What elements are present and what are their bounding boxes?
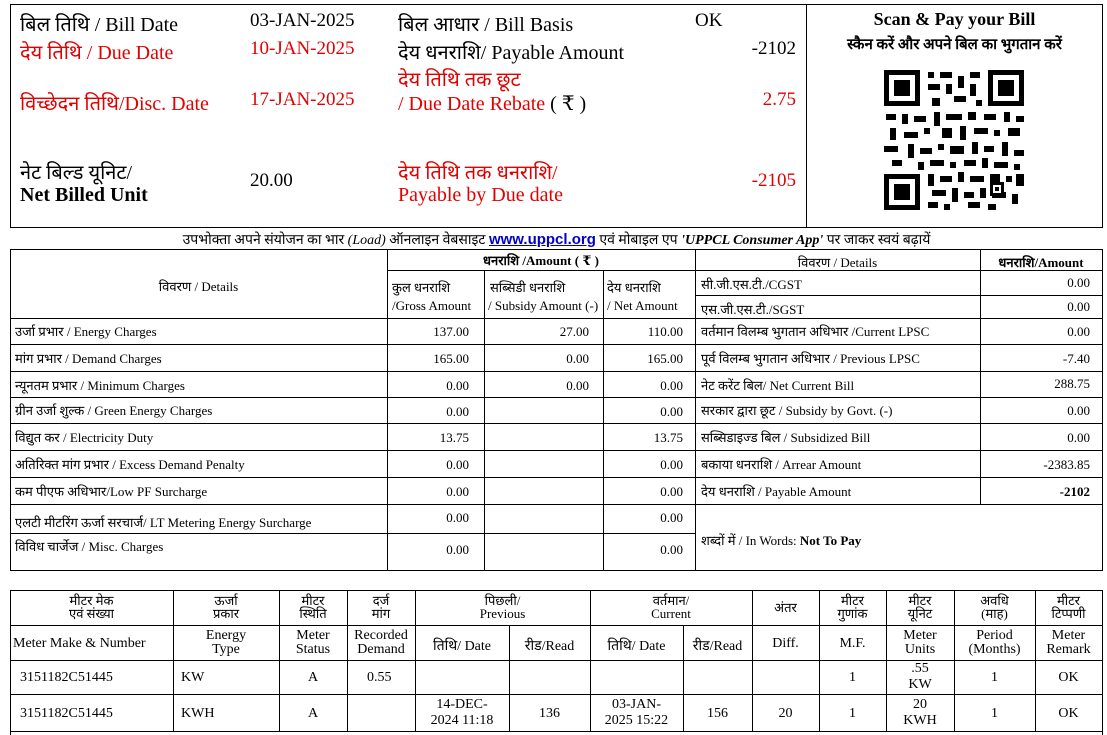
meter-header-en: Meter Remark (1046, 628, 1091, 657)
mf: 1 (849, 706, 856, 721)
rebate-value: 2.75 (762, 89, 796, 110)
meter-header-hi: वर्तमान/ Current (651, 593, 691, 621)
charge-gross: 0.00 (446, 542, 469, 557)
prev-date: 14-DEC- 2024 11:18 (430, 697, 494, 728)
meter-header-en: Period (Months) (968, 628, 1021, 657)
rebate-label-en: / Due Date Rebate ( ₹ ) (398, 93, 587, 115)
meter-units: 20 KWH (903, 697, 937, 728)
rebate-label-hi: देय तिथि तक छूट (398, 69, 521, 91)
net-header-en: / Net Amount (607, 298, 678, 313)
charge-label: उर्जा प्रभार / Energy Charges (15, 324, 157, 339)
cur-read: 156 (707, 706, 728, 721)
charge-net: 165.00 (647, 351, 683, 366)
net-header-hi: देय धनराशि (607, 280, 661, 295)
net-unit-value: 20.00 (250, 170, 293, 191)
charge-label: ग्रीन उर्जा शुल्क / Green Energy Charges (15, 403, 213, 418)
amount-header: धनराशि /Amount ( ₹ ) (483, 253, 599, 268)
meter-header-hi: अवधि (माह) (980, 593, 1009, 621)
summary-value: -2102 (1059, 484, 1090, 499)
meter-header-en: Energy Type (205, 628, 247, 657)
payable-due-label-en: Payable by Due date (398, 184, 563, 206)
charge-net: 0.00 (660, 484, 683, 499)
summary-label: सरकार द्वारा छूट / Subsidy by Govt. (-) (701, 403, 893, 418)
meter-header-en: M.F. (839, 636, 866, 651)
summary-label: नेट करेंट बिल/ Net Current Bill (701, 378, 855, 393)
meter-header-en: Recorded Demand (354, 628, 408, 657)
subsidy-header-en: / Subsidy Amount (-) (488, 298, 599, 313)
charge-net: 13.75 (653, 430, 683, 445)
scan-title: Scan & Pay your Bill (873, 9, 1036, 29)
summary-label: वर्तमान विलम्ब भुगतान अधिभार /Current LPSC (701, 324, 930, 339)
meter-header-en: Meter Status (295, 628, 331, 657)
bill-date-value: 03-JAN-2025 (250, 10, 355, 31)
meter-status: A (307, 706, 319, 721)
bill-date-label: बिल तिथि / Bill Date (20, 14, 179, 36)
meter-remark: OK (1058, 670, 1079, 685)
charge-net: 110.00 (647, 324, 683, 339)
charge-gross: 137.00 (433, 324, 469, 339)
summary-label: एस.जी.एस.टी./SGST (701, 302, 805, 317)
charge-label: विविध चार्जेज / Misc. Charges (15, 539, 164, 554)
charge-gross: 0.00 (446, 378, 469, 393)
summary-value: -7.40 (1062, 351, 1090, 366)
scan-subtitle: स्कैन करें और अपने बिल का भुगतान करें (847, 37, 1062, 53)
meter-header-en: तिथि/ Date (433, 639, 491, 654)
charge-label: न्यूनतम प्रभार / Minimum Charges (15, 378, 185, 393)
mf: 1 (849, 670, 856, 685)
meter-remark: OK (1058, 706, 1079, 721)
payable-due-label-hi: देय तिथि तक धनराशि/ (398, 162, 558, 184)
payable-amount-label: देय धनराशि/ Payable Amount (398, 42, 625, 64)
summary-value: 0.00 (1067, 430, 1090, 445)
cur-date: 03-JAN- 2025 15:22 (604, 697, 669, 728)
summary-value: 0.00 (1067, 275, 1090, 290)
gross-header-hi: कुल धनराशि (392, 280, 451, 295)
charge-gross: 0.00 (446, 457, 469, 472)
meter-header-hi: मीटर यूनिट (907, 593, 933, 621)
payable-amount-value: -2102 (751, 38, 796, 59)
disc-date-value: 17-JAN-2025 (250, 89, 355, 110)
meter-header-hi: मीटर मेक एवं संख्या (69, 593, 114, 621)
load-notice: उपभोक्ता अपने संयोजन का भार (Load) ऑनलाइन वेबसाइट www.uppcl.org एवं मोबाइल एप 'UPPCL Consumer App' पर जाकर स्वयं बढ़ायें (182, 231, 931, 248)
in-words: शब्दों में / In Words: Not To Pay (701, 533, 862, 548)
charge-label: कम पीएफ अधिभार/Low PF Surcharge (15, 484, 208, 499)
charge-subsidy: 0.00 (566, 351, 589, 366)
charge-subsidy: 0.00 (566, 378, 589, 393)
meter-header-en: Meter Units (903, 628, 937, 657)
meter-header-hi: मीटर गुणांक (837, 593, 868, 621)
meter-header-hi: पिछली/ Previous (479, 593, 526, 621)
net-unit-label-en: Net Billed Unit (20, 184, 148, 206)
charge-label: मांग प्रभार / Demand Charges (15, 351, 162, 366)
meter-header-hi: अंतर (774, 600, 797, 615)
meter-header-hi: दर्ज मांग (371, 593, 391, 621)
summary-label: बकाया धनराशि / Arrear Amount (701, 457, 862, 472)
summary-value: 0.00 (1067, 299, 1090, 314)
charge-net: 0.00 (660, 510, 683, 525)
charge-label: एलटी मीटरिंग ऊर्जा सरचार्ज/ LT Metering Energy Surcharge (15, 515, 312, 530)
recorded-demand: 0.55 (367, 670, 392, 685)
charge-subsidy: 27.00 (559, 324, 589, 339)
meter-units: .55 KW (908, 661, 932, 692)
charge-label: विद्युत कर / Electricity Duty (15, 430, 154, 445)
energy-type: KWH (181, 706, 215, 721)
period: 1 (991, 670, 998, 685)
due-date-label: देय तिथि / Due Date (20, 42, 174, 64)
bill-basis-value: OK (695, 10, 723, 31)
summary-label: पूर्व विलम्ब भुगतान अधिभार / Previous LPSC (701, 351, 920, 366)
charge-gross: 13.75 (439, 430, 469, 445)
charge-gross: 0.00 (446, 510, 469, 525)
meter-header-hi: मीटर टिप्पणी (1051, 593, 1086, 621)
meter-number: 3151182C51445 (20, 670, 113, 685)
summary-label: सी.जी.एस.टी./CGST (701, 277, 802, 292)
uppcl-website-link[interactable]: www.uppcl.org (488, 231, 596, 248)
summary-value: 0.00 (1067, 403, 1090, 418)
meter-header-hi: ऊर्जा प्रकार (212, 593, 240, 621)
summary-label: सब्सिडाइज्ड बिल / Subsidized Bill (701, 430, 871, 445)
charge-gross: 165.00 (433, 351, 469, 366)
charge-net: 0.00 (660, 404, 683, 419)
meter-header-hi: मीटर स्थिति (299, 593, 327, 621)
prev-read: 136 (539, 706, 560, 721)
summary-value: 288.75 (1054, 376, 1090, 391)
gross-header-en: /Gross Amount (392, 298, 472, 313)
qr-code-icon[interactable] (884, 70, 1024, 210)
charge-net: 0.00 (660, 378, 683, 393)
meter-header-en: रीड/Read (692, 639, 743, 654)
meter-status: A (307, 670, 319, 685)
subsidy-header-hi: सब्सिडी धनराशि (490, 280, 566, 295)
energy-type: KW (181, 670, 205, 685)
charge-net: 0.00 (660, 542, 683, 557)
meter-header-en: Diff. (772, 636, 799, 651)
summary-value: 0.00 (1067, 324, 1090, 339)
meter-header-en: रीड/Read (524, 639, 575, 654)
charge-label: अतिरिक्त मांग प्रभार / Excess Demand Penalty (15, 457, 245, 472)
summary-details-header: विवरण / Details (797, 255, 878, 270)
disc-date-label: विच्छेदन तिथि/Disc. Date (20, 93, 209, 115)
meter-header-en: Meter Make & Number (13, 636, 146, 651)
summary-amount-header: धनराशि/Amount (998, 255, 1084, 270)
charge-gross: 0.00 (446, 484, 469, 499)
summary-value: -2383.85 (1043, 457, 1090, 472)
net-unit-label-hi: नेट बिल्ड यूनिट/ (20, 162, 132, 184)
period: 1 (991, 706, 998, 721)
payable-due-value: -2105 (751, 170, 796, 191)
charge-net: 0.00 (660, 457, 683, 472)
diff: 20 (778, 706, 793, 721)
due-date-value: 10-JAN-2025 (250, 38, 355, 59)
summary-label: देय धनराशि / Payable Amount (701, 484, 852, 499)
charge-gross: 0.00 (446, 404, 469, 419)
meter-number: 3151182C51445 (20, 706, 113, 721)
meter-header-en: तिथि/ Date (607, 639, 666, 654)
details-header: विवरण / Details (158, 279, 239, 294)
bill-basis-label: बिल आधार / Bill Basis (398, 14, 574, 36)
